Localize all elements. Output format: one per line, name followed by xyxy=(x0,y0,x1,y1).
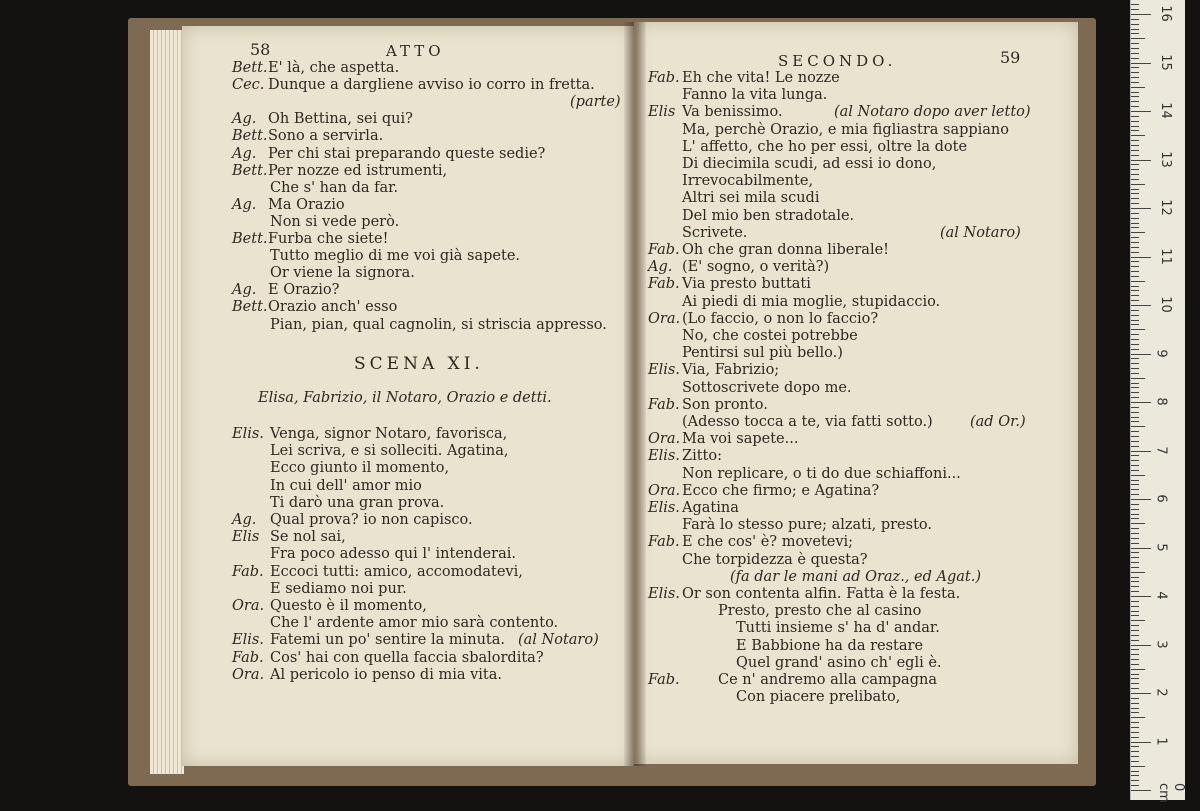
stage-direction: (ad Or.) xyxy=(970,414,1026,430)
stage-direction: (al Notaro) xyxy=(518,632,599,649)
ruler-tick xyxy=(1131,567,1139,568)
ruler-tick xyxy=(1131,140,1139,141)
ruler-tick xyxy=(1131,368,1139,369)
speaker-label: Elis. xyxy=(648,448,680,465)
ruler-tick xyxy=(1131,640,1139,641)
ruler-tick xyxy=(1131,581,1139,582)
ruler-tick xyxy=(1131,611,1139,612)
dialogue-line: Al pericolo io penso di mia vita. xyxy=(270,666,503,683)
ruler-label: 3 xyxy=(1153,639,1169,649)
stage-direction: (fa dar le mani ad Oraz., ed Agat.) xyxy=(730,568,981,585)
ruler-tick xyxy=(1131,92,1139,93)
speaker-label: Elis. xyxy=(648,362,680,379)
dialogue-line: Pian, pian, qual cagnolin, si striscia appresso. xyxy=(270,316,607,333)
stage-direction: (al Notaro) xyxy=(940,224,1021,241)
dialogue-line: Tutti insieme s' ha d' andar. xyxy=(736,620,940,637)
characters-list: Elisa, Fabrizio, il Notaro, Orazio e detti. xyxy=(258,390,552,406)
dialogue-line: Questo è il momento, xyxy=(270,598,427,614)
ruler-tick xyxy=(1131,38,1145,39)
ruler-tick xyxy=(1131,722,1139,723)
ruler-tick xyxy=(1131,87,1145,88)
speaker-label: Bett. xyxy=(232,231,268,247)
ruler-label: 6 xyxy=(1153,494,1169,503)
ruler-tick xyxy=(1131,227,1139,228)
ruler-tick xyxy=(1131,305,1151,306)
speaker-label: Elis xyxy=(648,104,676,121)
ruler-tick xyxy=(1131,790,1151,791)
ruler-label: 11 xyxy=(1157,247,1173,265)
ruler-tick xyxy=(1131,295,1139,296)
dialogue-line: Sottoscrivete dopo me. xyxy=(682,379,852,396)
ruler-tick xyxy=(1131,562,1139,563)
speaker-label: Bett. xyxy=(232,60,268,76)
right-page xyxy=(634,22,1078,764)
ruler-tick xyxy=(1131,412,1139,413)
ruler-tick xyxy=(1131,421,1139,422)
dialogue-line: In cui dell' amor mio xyxy=(270,477,422,494)
ruler-tick xyxy=(1131,290,1139,291)
ruler-tick xyxy=(1131,160,1151,161)
ruler-tick xyxy=(1131,232,1145,233)
dialogue-line: Son pronto. xyxy=(682,396,768,413)
ruler-tick xyxy=(1131,683,1139,684)
ruler-tick xyxy=(1131,766,1145,767)
speaker-label: Fab. xyxy=(648,534,680,551)
ruler-tick xyxy=(1131,184,1145,185)
ruler-tick xyxy=(1131,198,1139,199)
speaker-label: Ora. xyxy=(648,482,681,499)
ruler-tick xyxy=(1131,96,1139,97)
dialogue-line: Quel grand' asino ch' egli è. xyxy=(736,654,942,671)
dialogue-line: Ecco che firmo; e Agatina? xyxy=(682,482,880,499)
ruler-label: 0 cm xyxy=(1156,783,1186,803)
dialogue-line: Or viene la signora. xyxy=(270,265,415,282)
ruler-tick xyxy=(1131,543,1139,544)
ruler-tick xyxy=(1131,19,1139,20)
ruler-tick xyxy=(1131,218,1139,219)
ruler-tick xyxy=(1131,179,1139,180)
ruler-tick xyxy=(1131,591,1139,592)
dialogue-line: Irrevocabilmente, xyxy=(682,173,814,190)
dialogue-line: E Orazio? xyxy=(268,282,340,299)
ruler-tick xyxy=(1131,586,1139,587)
ruler-tick xyxy=(1131,111,1151,112)
ruler-tick xyxy=(1131,29,1139,30)
dialogue-line: E che cos' è? movetevi; xyxy=(682,534,854,551)
ruler-tick xyxy=(1131,669,1145,670)
speaker-label: Bett. xyxy=(232,299,268,316)
ruler-tick xyxy=(1131,4,1139,5)
dialogue-line: Va benissimo. xyxy=(682,104,783,121)
dialogue-line: Altri sei mila scudi xyxy=(682,190,820,207)
ruler-tick xyxy=(1131,693,1151,694)
ruler-tick xyxy=(1131,470,1139,471)
dialogue-line: Fra poco adesso qui l' intenderai. xyxy=(270,546,516,563)
ruler-tick xyxy=(1131,329,1145,330)
dialogue-line: Eh che vita! Le nozze xyxy=(682,70,840,86)
ruler-tick xyxy=(1131,528,1139,529)
ruler-tick xyxy=(1131,300,1139,301)
ruler-tick xyxy=(1131,664,1139,665)
ruler-tick xyxy=(1131,509,1139,510)
dialogue-line: Scrivete. xyxy=(682,224,748,241)
dialogue-line: (Lo faccio, o non lo faccio? xyxy=(682,310,879,327)
scene-title: SCENA XI. xyxy=(354,354,484,374)
speaker-label: Fab. xyxy=(232,649,264,666)
ruler-tick xyxy=(1131,48,1139,49)
ruler-tick xyxy=(1131,746,1139,747)
ruler-tick xyxy=(1131,625,1139,626)
dialogue-line: Fanno la vita lunga. xyxy=(682,87,828,104)
dialogue-line: Cos' hai con quella faccia sbalordita? xyxy=(270,649,544,666)
dialogue-line: Per chi stai preparando queste sedie? xyxy=(268,145,546,162)
ruler-label: 7 xyxy=(1153,445,1169,455)
dialogue-line: Orazio anch' esso xyxy=(268,299,398,316)
dialogue-line: Non replicare, o ti do due schiaffoni... xyxy=(682,465,961,482)
ruler-tick xyxy=(1131,58,1139,59)
ruler-tick xyxy=(1131,121,1139,122)
dialogue-line: Ma Orazio xyxy=(268,196,345,213)
ruler-tick xyxy=(1131,620,1145,621)
ruler-tick xyxy=(1131,742,1151,743)
ruler-tick xyxy=(1131,533,1139,534)
stage-direction: (parte) xyxy=(570,94,621,111)
ruler-tick xyxy=(1131,596,1151,597)
ruler-tick xyxy=(1131,727,1139,728)
ruler-tick xyxy=(1131,164,1139,165)
speaker-label: Ora. xyxy=(232,598,265,614)
dialogue-line: Presto, presto che al casino xyxy=(718,603,922,620)
ruler-tick xyxy=(1131,737,1139,738)
ruler-tick xyxy=(1131,324,1139,325)
ruler-tick xyxy=(1131,339,1139,340)
dialogue-line: Via presto buttati xyxy=(682,276,811,293)
ruler-tick xyxy=(1131,615,1139,616)
speaker-label: Elis. xyxy=(232,426,264,442)
ruler-tick xyxy=(1131,82,1139,83)
ruler-tick xyxy=(1131,504,1139,505)
ruler-tick xyxy=(1131,712,1139,713)
ruler-tick xyxy=(1131,126,1139,127)
speaker-label: Cec. xyxy=(232,77,265,94)
ruler-tick xyxy=(1131,349,1139,350)
dialogue-line: Sono a servirla. xyxy=(268,128,384,145)
ruler-tick xyxy=(1131,577,1139,578)
speaker-label: Fab. xyxy=(648,276,680,293)
ruler-tick xyxy=(1131,363,1139,364)
dialogue-line: Che s' han da far. xyxy=(270,179,399,196)
page-edges xyxy=(150,30,184,774)
ruler-tick xyxy=(1131,223,1139,224)
ruler-tick xyxy=(1131,635,1139,636)
dialogue-line: E sediamo noi pur. xyxy=(270,580,407,597)
dialogue-line: Eccoci tutti: amico, accomodatevi, xyxy=(270,563,523,580)
ruler-tick xyxy=(1131,426,1145,427)
ruler-label: 1 xyxy=(1153,736,1169,746)
dialogue-line: Che l' ardente amor mio sarà contento. xyxy=(270,615,559,632)
ruler-tick xyxy=(1131,135,1145,136)
ruler-tick xyxy=(1131,252,1139,253)
ruler-label: 14 xyxy=(1157,102,1173,119)
dialogue-line: Qual prova? io non capisco. xyxy=(270,512,473,528)
ruler-tick xyxy=(1131,320,1139,321)
ruler-tick xyxy=(1131,514,1139,515)
ruler-tick xyxy=(1131,247,1139,248)
dialogue-line: Farà lo stesso pure; alzati, presto. xyxy=(682,517,932,534)
dialogue-line: Ce n' andremo alla campagna xyxy=(718,672,937,688)
ruler-tick xyxy=(1131,654,1139,655)
speaker-label: Fab. xyxy=(648,242,680,258)
dialogue-line: Pentirsi sul più bello.) xyxy=(682,345,843,362)
dialogue-line: Zitto: xyxy=(682,448,722,465)
measurement-ruler xyxy=(1130,0,1186,803)
ruler-tick xyxy=(1131,785,1139,786)
ruler-tick xyxy=(1131,402,1151,403)
ruler-tick xyxy=(1131,703,1139,704)
speaker-label: Elis. xyxy=(232,632,264,649)
ruler-tick xyxy=(1131,286,1139,287)
ruler-tick xyxy=(1131,557,1139,558)
ruler-tick xyxy=(1131,354,1151,355)
ruler-tick xyxy=(1131,116,1139,117)
dialogue-line: Dunque a dargliene avviso io corro in fretta. xyxy=(268,77,595,94)
ruler-label: 2 xyxy=(1153,688,1169,697)
ruler-tick xyxy=(1131,538,1139,539)
ruler-tick xyxy=(1131,645,1151,646)
ruler-tick xyxy=(1131,436,1139,437)
dialogue-line: Oh Bettina, sei qui? xyxy=(268,111,413,128)
speaker-label: Ora. xyxy=(648,431,681,448)
ruler-tick xyxy=(1131,455,1139,456)
speaker-label: Ag. xyxy=(232,145,257,162)
ruler-tick xyxy=(1131,460,1139,461)
ruler-tick xyxy=(1131,281,1145,282)
ruler-tick xyxy=(1131,373,1139,374)
dialogue-line: Agatina xyxy=(682,500,739,516)
ruler-tick xyxy=(1131,756,1139,757)
speaker-label: Ag. xyxy=(232,196,257,213)
ruler-tick xyxy=(1131,189,1139,190)
dialogue-line: Ti darò una gran prova. xyxy=(270,494,445,511)
ruler-tick xyxy=(1131,14,1151,15)
ruler-tick xyxy=(1131,130,1139,131)
dialogue-line: Se nol sai, xyxy=(270,529,346,546)
ruler-tick xyxy=(1131,446,1139,447)
ruler-tick xyxy=(1131,451,1151,452)
ruler-tick xyxy=(1131,257,1151,258)
dialogue-line: Lei scriva, e si solleciti. Agatina, xyxy=(270,443,509,460)
dialogue-line: Non si vede però. xyxy=(270,213,400,230)
dialogue-line: Furba che siete! xyxy=(268,231,389,247)
ruler-tick xyxy=(1131,732,1139,733)
ruler-label: 15 xyxy=(1157,53,1173,71)
ruler-tick xyxy=(1131,649,1139,650)
dialogue-line: Ma, perchè Orazio, e mia figliastra sappiano xyxy=(682,121,1010,138)
ruler-tick xyxy=(1131,266,1139,267)
ruler-tick xyxy=(1131,523,1145,524)
ruler-tick xyxy=(1131,378,1145,379)
speaker-label: Bett. xyxy=(232,128,268,145)
dialogue-line: Via, Fabrizio; xyxy=(682,362,780,379)
ruler-tick xyxy=(1131,358,1139,359)
dialogue-line: E Babbione ha da restare xyxy=(736,637,924,654)
page-number: 59 xyxy=(1000,48,1021,67)
ruler-tick xyxy=(1131,150,1139,151)
ruler-tick xyxy=(1131,72,1139,73)
ruler-tick xyxy=(1131,237,1139,238)
ruler-tick xyxy=(1131,431,1139,432)
ruler-label: 10 xyxy=(1157,296,1173,313)
ruler-tick xyxy=(1131,101,1139,102)
ruler-tick xyxy=(1131,261,1139,262)
ruler-tick xyxy=(1131,771,1139,772)
ruler-label: 13 xyxy=(1157,150,1173,168)
ruler-tick xyxy=(1131,499,1151,500)
ruler-tick xyxy=(1131,775,1139,776)
ruler-label: 5 xyxy=(1153,542,1169,552)
speaker-label: Bett. xyxy=(232,162,268,179)
ruler-tick xyxy=(1131,518,1139,519)
speaker-label: Fab. xyxy=(648,70,680,86)
ruler-tick xyxy=(1131,344,1139,345)
ruler-label: 4 xyxy=(1153,591,1169,600)
ruler-label: 9 xyxy=(1153,348,1169,358)
speaker-label: Ora. xyxy=(648,310,681,327)
dialogue-line: Fatemi un po' sentire la minuta. xyxy=(270,632,506,649)
ruler-label: 12 xyxy=(1157,199,1173,216)
speaker-label: Ag. xyxy=(648,259,673,276)
speaker-label: Fab. xyxy=(232,563,264,580)
ruler-tick xyxy=(1131,407,1139,408)
left-page xyxy=(182,26,634,766)
ruler-tick xyxy=(1131,334,1139,335)
ruler-tick xyxy=(1131,387,1139,388)
speaker-label: Ora. xyxy=(232,666,265,683)
ruler-tick xyxy=(1131,572,1145,573)
dialogue-line: Ai piedi di mia moglie, stupidaccio. xyxy=(682,293,941,310)
speaker-label: Elis. xyxy=(648,586,680,602)
speaker-label: Ag. xyxy=(232,512,257,528)
ruler-tick xyxy=(1131,106,1139,107)
ruler-tick xyxy=(1131,494,1139,495)
ruler-tick xyxy=(1131,606,1139,607)
ruler-tick xyxy=(1131,33,1139,34)
dialogue-line: Di diecimila scudi, ad essi io dono, xyxy=(682,156,937,172)
ruler-tick xyxy=(1131,678,1139,679)
ruler-tick xyxy=(1131,674,1139,675)
dialogue-line: Per nozze ed istrumenti, xyxy=(268,162,448,179)
ruler-tick xyxy=(1131,698,1139,699)
ruler-tick xyxy=(1131,751,1139,752)
ruler-tick xyxy=(1131,688,1139,689)
ruler-tick xyxy=(1131,24,1139,25)
ruler-tick xyxy=(1131,169,1139,170)
dialogue-line: Ma voi sapete... xyxy=(682,431,799,448)
running-header: ATTO xyxy=(386,42,445,60)
dialogue-line: Che torpidezza è questa? xyxy=(682,551,868,568)
ruler-tick xyxy=(1131,480,1139,481)
ruler-tick xyxy=(1131,9,1139,10)
speaker-label: Fab. xyxy=(648,672,680,688)
ruler-tick xyxy=(1131,601,1139,602)
ruler-tick xyxy=(1131,77,1139,78)
ruler-tick xyxy=(1131,441,1139,442)
ruler-tick xyxy=(1131,659,1139,660)
dialogue-line: Con piacere prelibato, xyxy=(736,689,901,706)
speaker-label: Ag. xyxy=(232,282,257,299)
speaker-label: Ag. xyxy=(232,111,257,128)
ruler-tick xyxy=(1131,397,1139,398)
dialogue-line: Ecco giunto il momento, xyxy=(270,460,450,477)
ruler-tick xyxy=(1131,213,1139,214)
ruler-tick xyxy=(1131,271,1139,272)
ruler-tick xyxy=(1131,53,1139,54)
ruler-tick xyxy=(1131,145,1139,146)
ruler-tick xyxy=(1131,315,1139,316)
ruler-tick xyxy=(1131,67,1139,68)
ruler-tick xyxy=(1131,203,1139,204)
speaker-label: Fab. xyxy=(648,396,680,413)
page-number: 58 xyxy=(250,40,271,59)
speaker-label: Elis. xyxy=(648,500,680,516)
ruler-tick xyxy=(1131,193,1139,194)
ruler-tick xyxy=(1131,548,1151,549)
ruler-tick xyxy=(1131,552,1139,553)
ruler-tick xyxy=(1131,484,1139,485)
ruler-label: 16 xyxy=(1157,5,1173,22)
dialogue-line: (E' sogno, o verità?) xyxy=(682,259,830,276)
ruler-tick xyxy=(1131,208,1151,209)
dialogue-line: Venga, signor Notaro, favorisca, xyxy=(270,426,508,442)
ruler-tick xyxy=(1131,155,1139,156)
ruler-tick xyxy=(1131,708,1139,709)
ruler-tick xyxy=(1131,242,1139,243)
stage-direction: (al Notaro dopo aver letto) xyxy=(834,104,1031,121)
dialogue-line: Or son contenta alfin. Fatta è la festa. xyxy=(682,586,961,602)
ruler-label: 8 xyxy=(1153,397,1169,406)
ruler-tick xyxy=(1131,475,1145,476)
dialogue-line: (Adesso tocca a te, via fatti sotto.) xyxy=(682,414,933,430)
ruler-tick xyxy=(1131,465,1139,466)
ruler-tick xyxy=(1131,276,1139,277)
ruler-tick xyxy=(1131,417,1139,418)
running-header: SECONDO. xyxy=(778,52,897,70)
dialogue-line: Tutto meglio di me voi già sapete. xyxy=(270,248,521,265)
ruler-tick xyxy=(1131,63,1151,64)
speaker-label: Elis xyxy=(232,529,260,546)
ruler-tick xyxy=(1131,43,1139,44)
ruler-tick xyxy=(1131,174,1139,175)
dialogue-line: Del mio ben stradotale. xyxy=(682,207,855,224)
ruler-tick xyxy=(1131,780,1139,781)
dialogue-line: Oh che gran donna liberale! xyxy=(682,242,889,258)
book-gutter xyxy=(624,22,646,766)
ruler-tick xyxy=(1131,383,1139,384)
ruler-tick xyxy=(1131,717,1145,718)
ruler-tick xyxy=(1131,489,1139,490)
dialogue-line: E' là, che aspetta. xyxy=(268,60,400,76)
ruler-tick xyxy=(1131,310,1139,311)
dialogue-line: L' affetto, che ho per essi, oltre la dote xyxy=(682,138,968,155)
ruler-tick xyxy=(1131,630,1139,631)
ruler-tick xyxy=(1131,761,1139,762)
ruler-tick xyxy=(1131,392,1139,393)
dialogue-line: No, che costei potrebbe xyxy=(682,328,858,344)
